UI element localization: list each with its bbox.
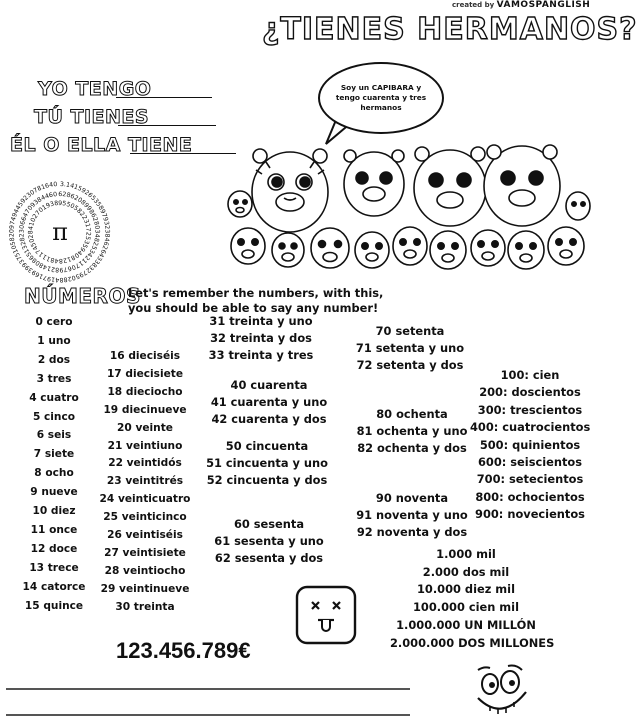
number-item: 40 cuarenta xyxy=(230,378,308,392)
number-item: 51 cincuenta y uno xyxy=(206,456,328,470)
capybara-icon xyxy=(471,230,505,266)
price-exercise: 123.456.789€ xyxy=(116,638,251,663)
fill-in-label-yo: YO TENGO xyxy=(38,78,152,100)
number-item: 200: doscientos xyxy=(479,385,581,400)
number-item: 24 veinticuatro xyxy=(99,493,191,506)
number-item: 50 cincuenta xyxy=(225,439,309,453)
number-item: 15 quince xyxy=(24,599,84,612)
smiley-face-icon xyxy=(470,660,532,722)
capybara-icon xyxy=(430,231,466,269)
number-item: 1.000 mil xyxy=(436,547,496,561)
capybara-icon xyxy=(484,145,560,226)
number-item: 2.000.000 DOS MILLONES xyxy=(390,635,555,650)
number-item: 400: cuatrocientos xyxy=(470,420,591,435)
number-item: 100.000 cien mil xyxy=(413,600,519,615)
fill-in-label-el: ÉL O ELLA TIENE xyxy=(10,134,193,156)
number-item: 17 diecisiete xyxy=(106,367,184,380)
capybara-icon xyxy=(272,233,304,267)
number-item: 25 veinticinco xyxy=(103,511,187,524)
number-item: 23 veintitrés xyxy=(106,475,184,488)
number-item: 1.000.000 UN MILLÓN xyxy=(396,617,536,632)
number-item: 60 sesenta xyxy=(233,517,305,531)
number-item: 80 ochenta xyxy=(376,407,448,421)
number-item: 2.000 dos mil xyxy=(422,564,510,579)
number-item: 28 veintiocho xyxy=(104,564,186,577)
capybara-icon xyxy=(311,228,349,268)
numbers-group-30s xyxy=(198,313,324,364)
pi-spiral-graphic xyxy=(0,178,120,286)
numeros-heading: NÚMEROS xyxy=(24,284,141,308)
number-item: 300: trescientos xyxy=(477,402,583,417)
number-item: 82 ochenta y dos xyxy=(357,441,467,455)
number-item: 81 ochenta y uno xyxy=(356,424,468,438)
number-item: 16 dieciséis xyxy=(109,350,181,362)
number-item: 11 once xyxy=(30,523,78,536)
number-item: 72 setenta y dos xyxy=(356,358,464,372)
blank-line-el[interactable] xyxy=(130,140,236,154)
page-title: ¿TIENES HERMANOS? xyxy=(262,12,638,47)
numbers-group-80s xyxy=(350,406,474,457)
number-item: 4 cuatro xyxy=(29,391,79,404)
blank-line-yo[interactable] xyxy=(116,84,212,98)
capybara-icon xyxy=(228,191,252,217)
capybara-icon xyxy=(508,231,544,269)
pi-digits: 3.141592653589793238462643383279502884197169399375105820974944592307816406286208998628034825342117067982148086513282306647093844609550582231725359408128481117450284102701938 xyxy=(8,180,111,284)
number-item: 13 trece xyxy=(29,561,79,574)
number-item: 500: quinientos xyxy=(479,437,581,452)
capybara-icon xyxy=(344,150,404,216)
pi-symbol: π xyxy=(52,218,68,246)
number-item: 5 cinco xyxy=(32,410,76,423)
number-item: 7 siete xyxy=(33,448,75,461)
number-item: 21 veintiuno xyxy=(107,439,183,452)
number-item: 26 veintiséis xyxy=(107,529,183,542)
number-item: 0 cero xyxy=(35,316,73,328)
number-item: 32 treinta y dos xyxy=(210,331,312,345)
numbers-thousands xyxy=(390,546,555,652)
number-item: 71 setenta y uno xyxy=(355,341,465,355)
number-item: 800: ochocientos xyxy=(475,489,585,504)
numbers-group-70s xyxy=(350,323,470,374)
capybara-icon xyxy=(355,232,389,268)
number-item: 14 catorce xyxy=(22,580,86,593)
numbers-column-16-30 xyxy=(98,348,192,617)
speech-bubble-text: Soy un CAPIBARA y tengo cuarenta y tres hermanos xyxy=(335,83,427,112)
capybara-icon xyxy=(393,227,427,265)
number-item: 92 noventa y dos xyxy=(356,525,468,539)
numbers-group-60s xyxy=(208,516,330,567)
credit-line xyxy=(452,0,590,10)
capybara-icon xyxy=(231,228,265,264)
number-item: 600: seiscientos xyxy=(477,455,583,470)
number-item: 700: setecientos xyxy=(476,472,584,487)
speech-bubble xyxy=(318,62,444,134)
number-item: 29 veintinueve xyxy=(100,582,190,595)
number-item: 6 seis xyxy=(36,429,72,442)
numbers-hundreds xyxy=(470,367,590,524)
capybara-icon xyxy=(414,147,486,226)
number-item: 22 veintidós xyxy=(108,457,182,470)
number-item: 27 veintisiete xyxy=(104,546,186,559)
blank-line-tu[interactable] xyxy=(118,112,216,126)
number-item: 61 sesenta y uno xyxy=(214,534,324,548)
number-item: 91 noventa y uno xyxy=(356,508,468,522)
numbers-column-0-15 xyxy=(10,313,98,616)
number-item: 900: novecientos xyxy=(475,507,585,522)
number-item: 9 nueve xyxy=(30,486,78,499)
capybara-icon xyxy=(566,192,590,220)
capybara-icon xyxy=(252,149,328,232)
numbers-group-90s xyxy=(350,490,474,541)
number-item: 52 cincuenta y dos xyxy=(206,473,328,487)
number-item: 70 setenta xyxy=(375,324,445,338)
number-item: 100: cien xyxy=(500,368,560,382)
number-item: 30 treinta xyxy=(115,600,175,613)
number-item: 62 sesenta y dos xyxy=(214,551,324,565)
number-item: 90 noventa xyxy=(375,491,449,505)
answer-line[interactable] xyxy=(6,714,410,716)
capybara-icon xyxy=(548,227,584,265)
number-item: 42 cuarenta y dos xyxy=(211,412,327,426)
number-item: 41 cuarenta y uno xyxy=(210,395,328,409)
number-item: 20 veinte xyxy=(117,421,173,434)
numbers-group-40s xyxy=(208,377,330,428)
number-item: 2 dos xyxy=(37,353,71,366)
numeros-intro: Let's remember the numbers, with this, you should be able to say any number! xyxy=(128,286,384,316)
number-item: 31 treinta y uno xyxy=(209,314,313,328)
numbers-group-50s xyxy=(198,438,336,489)
number-item: 12 doce xyxy=(30,542,78,555)
number-item: 10.000 diez mil xyxy=(417,582,515,597)
number-item: 33 treinta y tres xyxy=(208,348,314,362)
fill-in-label-tu: TÚ TIENES xyxy=(34,106,150,128)
number-item: 3 tres xyxy=(36,372,72,385)
number-item: 10 diez xyxy=(32,505,76,518)
number-item: 1 uno xyxy=(37,334,71,347)
silly-face-icon xyxy=(294,584,358,646)
brand-name: VAMOSPANGLISH xyxy=(496,0,591,10)
answer-line[interactable] xyxy=(6,688,410,690)
capybara-family-illustration xyxy=(226,140,592,276)
number-item: 18 dieciocho xyxy=(107,385,183,398)
number-item: 8 ocho xyxy=(34,467,74,480)
number-item: 19 diecinueve xyxy=(103,403,187,416)
credit-label: created by xyxy=(452,1,495,9)
